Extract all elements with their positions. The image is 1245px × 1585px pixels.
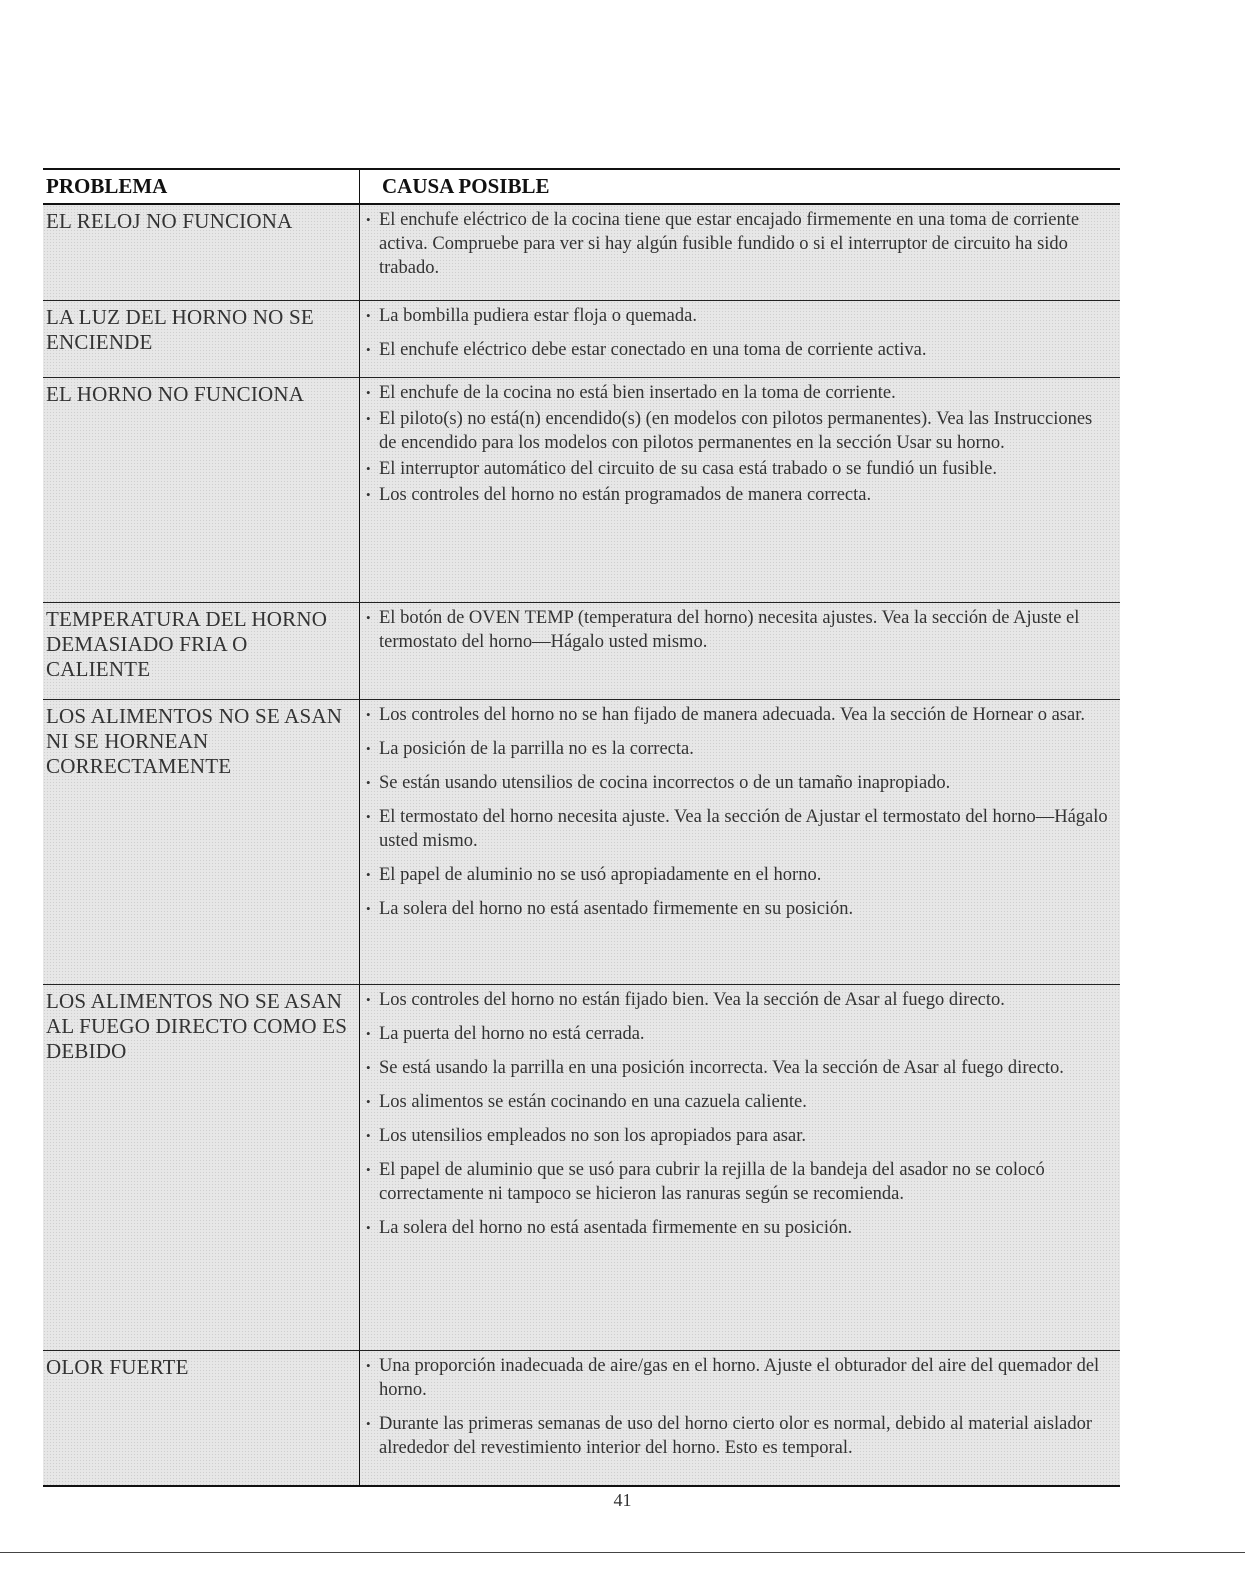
problem-cell: EL RELOJ NO FUNCIONA [46, 209, 293, 233]
cause-item [366, 703, 1114, 727]
cause-item [366, 1354, 1114, 1402]
cause-text: El termostato del horno necesita ajuste. Vea la sección de Ajustar el termostato del horno—Hágalo usted mismo. [379, 807, 1108, 851]
cause-item [366, 407, 1114, 455]
cause-item [366, 1124, 1114, 1148]
cause-item [366, 304, 1114, 328]
cause-item [366, 1412, 1114, 1460]
bullet-icon: • [366, 992, 371, 1007]
cause-item [366, 1216, 1114, 1240]
cause-text: La solera del horno no está asentado firmemente en su posición. [379, 899, 854, 919]
cause-text: Los utensilios empleados no son los apropiados para asar. [379, 1126, 806, 1146]
cause-cell [359, 378, 1120, 602]
cause-item [366, 483, 1114, 507]
cause-text: El enchufe eléctrico debe estar conectado en una toma de corriente activa. [379, 340, 927, 360]
table-header [43, 170, 1120, 205]
cause-column-header: CAUSA POSIBLE [359, 170, 1120, 203]
cause-text: Los controles del horno no se han fijado de manera adecuada. Vea la sección de Hornear o asar. [379, 705, 1085, 725]
cause-text: La bombilla pudiera estar floja o quemada. [379, 306, 697, 326]
bullet-icon: • [366, 707, 371, 722]
cause-text: La posición de la parrilla no es la correcta. [379, 739, 694, 759]
table-row [43, 603, 1120, 700]
bullet-icon: • [366, 775, 371, 790]
problem-cell: EL HORNO NO FUNCIONA [46, 382, 305, 406]
bullet-icon: • [366, 1060, 371, 1075]
bullet-icon: • [366, 1162, 371, 1177]
cause-item [366, 737, 1114, 761]
table-row [43, 301, 1120, 378]
cause-item [366, 1056, 1114, 1080]
problem-cell: LOS ALIMENTOS NO SE ASAN AL FUEGO DIRECTO COMO ES DEBIDO [46, 989, 348, 1063]
problem-cell: OLOR FUERTE [46, 1355, 189, 1379]
cause-cell [359, 700, 1120, 984]
cause-item [366, 606, 1114, 654]
page-number: 41 [613, 1490, 632, 1510]
bullet-icon: • [366, 1358, 371, 1373]
cause-cell [359, 205, 1120, 300]
table-row [43, 205, 1120, 301]
bullet-icon: • [366, 385, 371, 400]
cause-text: Se está usando la parrilla en una posición incorrecta. Vea la sección de Asar al fuego directo. [379, 1058, 1064, 1078]
cause-text: Se están usando utensilios de cocina incorrectos o de un tamaño inapropiado. [379, 773, 951, 793]
problem-cell: TEMPERATURA DEL HORNO DEMASIADO FRIA O CALIENTE [46, 607, 328, 681]
bullet-icon: • [366, 411, 371, 426]
cause-item [366, 805, 1114, 853]
bullet-icon: • [366, 741, 371, 756]
cause-item [366, 1090, 1114, 1114]
table-row [43, 378, 1120, 603]
cause-item [366, 457, 1114, 481]
bullet-icon: • [366, 1094, 371, 1109]
bullet-icon: • [366, 1026, 371, 1041]
bullet-icon: • [366, 867, 371, 882]
bottom-rule [0, 1552, 1245, 1553]
bullet-icon: • [366, 461, 371, 476]
cause-text: El botón de OVEN TEMP (temperatura del horno) necesita ajustes. Vea la sección de Ajuste el termostato del horno—Hágalo usted mismo. [379, 608, 1080, 652]
bullet-icon: • [366, 342, 371, 357]
cause-item [366, 338, 1114, 362]
bullet-icon: • [366, 901, 371, 916]
cause-cell [359, 301, 1120, 377]
cause-text: Los controles del horno no están fijado bien. Vea la sección de Asar al fuego directo. [379, 990, 1005, 1010]
cause-text: La puerta del horno no está cerrada. [379, 1024, 645, 1044]
problem-cell: LA LUZ DEL HORNO NO SE ENCIENDE [46, 305, 314, 354]
cause-text: El enchufe de la cocina no está bien insertado en la toma de corriente. [379, 383, 896, 403]
bullet-icon: • [366, 610, 371, 625]
cause-cell [359, 1351, 1120, 1485]
cause-cell [359, 985, 1120, 1350]
cause-item [366, 381, 1114, 405]
cause-text: Una proporción inadecuada de aire/gas en el horno. Ajuste el obturador del aire del quemador del horno. [379, 1356, 1100, 1400]
bullet-icon: • [366, 212, 371, 227]
bullet-icon: • [366, 487, 371, 502]
cause-text: El papel de aluminio que se usó para cubrir la rejilla de la bandeja del asador no se colocó correctamente ni tampoco se hicieron las ranuras según se recomienda. [379, 1160, 1045, 1204]
cause-text: Los alimentos se están cocinando en una cazuela caliente. [379, 1092, 807, 1112]
table-row [43, 985, 1120, 1351]
bullet-icon: • [366, 1220, 371, 1235]
cause-item [366, 1158, 1114, 1206]
cause-item [366, 208, 1114, 280]
cause-item [366, 988, 1114, 1012]
cause-text: Los controles del horno no están programados de manera correcta. [379, 485, 872, 505]
cause-cell [359, 603, 1120, 699]
cause-item [366, 771, 1114, 795]
cause-text: El papel de aluminio no se usó apropiadamente en el horno. [379, 865, 822, 885]
table-row [43, 700, 1120, 985]
bullet-icon: • [366, 809, 371, 824]
cause-text: El piloto(s) no está(n) encendido(s) (en modelos con pilotos permanentes). Vea las Instrucciones de encendido para los modelos con pilotos permanentes en la sección Usar su horno. [379, 409, 1093, 453]
bullet-icon: • [366, 1128, 371, 1143]
cause-text: El enchufe eléctrico de la cocina tiene que estar encajado firmemente en una toma de corriente activa. Compruebe para ver si hay algún fusible fundido o si el interruptor de circuito ha sido trabado. [379, 210, 1080, 278]
cause-item [366, 897, 1114, 921]
troubleshooting-table [43, 168, 1120, 1487]
cause-text: La solera del horno no está asentada firmemente en su posición. [379, 1218, 853, 1238]
bullet-icon: • [366, 1416, 371, 1431]
problem-column-header: PROBLEMA [46, 174, 168, 198]
cause-text: Durante las primeras semanas de uso del horno cierto olor es normal, debido al material aislador alrededor del revestimiento interior del horno. Esto es temporal. [379, 1414, 1093, 1458]
problem-cell: LOS ALIMENTOS NO SE ASAN NI SE HORNEAN CORRECTAMENTE [46, 704, 343, 778]
cause-item [366, 1022, 1114, 1046]
table-row [43, 1351, 1120, 1485]
bullet-icon: • [366, 308, 371, 323]
cause-text: El interruptor automático del circuito de su casa está trabado o se fundió un fusible. [379, 459, 998, 479]
cause-item [366, 863, 1114, 887]
